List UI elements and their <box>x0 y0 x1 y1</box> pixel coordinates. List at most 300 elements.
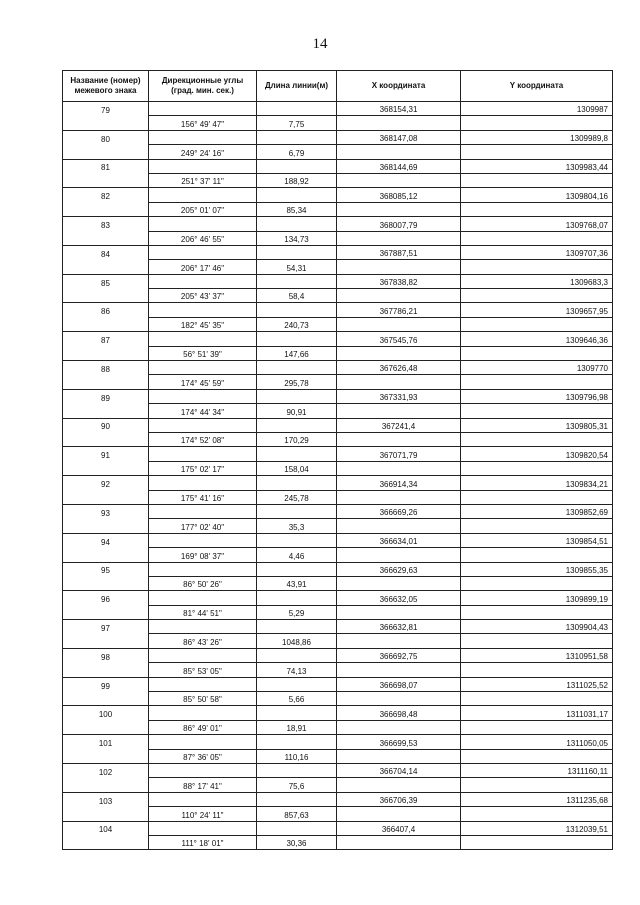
empty-cell <box>149 418 257 432</box>
x-coordinate: 368144,69 <box>337 159 461 173</box>
empty-cell <box>461 317 613 331</box>
empty-cell <box>337 548 461 562</box>
empty-cell <box>337 317 461 331</box>
line-length: 58,4 <box>257 289 337 303</box>
directional-angle: 182° 45' 35" <box>149 317 257 331</box>
y-coordinate: 1309899,19 <box>461 591 613 605</box>
line-length: 54,31 <box>257 260 337 274</box>
x-coordinate: 368154,31 <box>337 102 461 116</box>
empty-cell <box>149 735 257 749</box>
table-row-segment <box>63 260 613 274</box>
empty-cell <box>337 461 461 475</box>
directional-angle: 174° 52' 08" <box>149 432 257 446</box>
line-length: 240,73 <box>257 317 337 331</box>
table-row-point <box>63 735 613 749</box>
table-row-segment <box>63 231 613 245</box>
empty-cell <box>63 807 149 821</box>
empty-cell <box>63 317 149 331</box>
directional-angle: 81° 44' 51" <box>149 605 257 619</box>
empty-cell <box>63 202 149 216</box>
empty-cell <box>149 130 257 144</box>
line-length: 857,63 <box>257 807 337 821</box>
header-line-length: Длина линии(м) <box>257 71 337 102</box>
table-row-point <box>63 821 613 835</box>
table-row-segment <box>63 404 613 418</box>
x-coordinate: 366698,07 <box>337 677 461 691</box>
empty-cell <box>63 404 149 418</box>
empty-cell <box>63 260 149 274</box>
table-row-segment <box>63 116 613 130</box>
table-row-point <box>63 418 613 432</box>
line-length: 170,29 <box>257 432 337 446</box>
empty-cell <box>257 130 337 144</box>
y-coordinate: 1309683,3 <box>461 274 613 288</box>
table-row-point <box>63 763 613 777</box>
x-coordinate: 366407,4 <box>337 821 461 835</box>
empty-cell <box>149 677 257 691</box>
table-row-segment <box>63 548 613 562</box>
directional-angle: 169° 08' 37" <box>149 548 257 562</box>
boundary-coordinates-table <box>62 70 613 850</box>
table-row-segment <box>63 663 613 677</box>
empty-cell <box>257 792 337 806</box>
point-number: 93 <box>63 504 149 518</box>
empty-cell <box>257 274 337 288</box>
empty-cell <box>149 562 257 576</box>
table-row-point <box>63 130 613 144</box>
empty-cell <box>149 389 257 403</box>
empty-cell <box>337 231 461 245</box>
point-number: 84 <box>63 245 149 259</box>
empty-cell <box>257 476 337 490</box>
empty-cell <box>63 778 149 792</box>
point-number: 92 <box>63 476 149 490</box>
page-number: 14 <box>312 36 328 52</box>
point-number: 86 <box>63 303 149 317</box>
empty-cell <box>461 461 613 475</box>
x-coordinate: 367838,82 <box>337 274 461 288</box>
empty-cell <box>257 763 337 777</box>
line-length: 18,91 <box>257 720 337 734</box>
line-length: 295,78 <box>257 375 337 389</box>
empty-cell <box>149 706 257 720</box>
empty-cell <box>461 173 613 187</box>
table-row-segment <box>63 173 613 187</box>
y-coordinate: 1309796,98 <box>461 389 613 403</box>
empty-cell <box>257 332 337 346</box>
y-coordinate: 1311025,52 <box>461 677 613 691</box>
x-coordinate: 366704,14 <box>337 763 461 777</box>
y-coordinate: 1309983,44 <box>461 159 613 173</box>
empty-cell <box>337 145 461 159</box>
empty-cell <box>149 591 257 605</box>
line-length: 30,36 <box>257 835 337 849</box>
table-row-segment <box>63 289 613 303</box>
y-coordinate: 1312039,51 <box>461 821 613 835</box>
empty-cell <box>337 519 461 533</box>
point-number: 85 <box>63 274 149 288</box>
line-length: 90,91 <box>257 404 337 418</box>
empty-cell <box>461 835 613 849</box>
y-coordinate: 1309707,36 <box>461 245 613 259</box>
x-coordinate: 367786,21 <box>337 303 461 317</box>
empty-cell <box>337 490 461 504</box>
empty-cell <box>149 188 257 202</box>
empty-cell <box>337 634 461 648</box>
empty-cell <box>149 620 257 634</box>
table-row-point <box>63 476 613 490</box>
empty-cell <box>461 576 613 590</box>
directional-angle: 87° 36' 05" <box>149 749 257 763</box>
line-length: 43,91 <box>257 576 337 590</box>
x-coordinate: 367071,79 <box>337 447 461 461</box>
y-coordinate: 1309854,51 <box>461 533 613 547</box>
point-number: 94 <box>63 533 149 547</box>
line-length: 6,79 <box>257 145 337 159</box>
empty-cell <box>149 447 257 461</box>
table-row-point <box>63 274 613 288</box>
empty-cell <box>63 289 149 303</box>
point-number: 100 <box>63 706 149 720</box>
x-coordinate: 368147,08 <box>337 130 461 144</box>
table-row-segment <box>63 317 613 331</box>
directional-angle: 85° 53' 05" <box>149 663 257 677</box>
y-coordinate: 1311031,17 <box>461 706 613 720</box>
table-row-point <box>63 188 613 202</box>
point-number: 98 <box>63 648 149 662</box>
empty-cell <box>257 361 337 375</box>
y-coordinate: 1309804,16 <box>461 188 613 202</box>
empty-cell <box>257 677 337 691</box>
empty-cell <box>337 202 461 216</box>
y-coordinate: 1310951,58 <box>461 648 613 662</box>
empty-cell <box>149 217 257 231</box>
y-coordinate: 1309834,21 <box>461 476 613 490</box>
directional-angle: 174° 45' 59" <box>149 375 257 389</box>
table-row-point <box>63 677 613 691</box>
empty-cell <box>257 389 337 403</box>
empty-cell <box>461 202 613 216</box>
x-coordinate: 366692,75 <box>337 648 461 662</box>
x-coordinate: 366914,34 <box>337 476 461 490</box>
point-number: 87 <box>63 332 149 346</box>
empty-cell <box>461 548 613 562</box>
directional-angle: 86° 43' 26" <box>149 634 257 648</box>
line-length: 245,78 <box>257 490 337 504</box>
empty-cell <box>149 476 257 490</box>
point-number: 104 <box>63 821 149 835</box>
directional-angle: 110° 24' 11" <box>149 807 257 821</box>
y-coordinate: 1311160,11 <box>461 763 613 777</box>
line-length: 5,66 <box>257 692 337 706</box>
empty-cell <box>461 807 613 821</box>
empty-cell <box>257 620 337 634</box>
header-x-coordinate: X координата <box>337 71 461 102</box>
empty-cell <box>63 663 149 677</box>
directional-angle: 249° 24' 16" <box>149 145 257 159</box>
empty-cell <box>149 245 257 259</box>
empty-cell <box>461 720 613 734</box>
empty-cell <box>337 116 461 130</box>
empty-cell <box>461 346 613 360</box>
directional-angle: 86° 49' 01" <box>149 720 257 734</box>
point-number: 102 <box>63 763 149 777</box>
empty-cell <box>337 778 461 792</box>
empty-cell <box>63 749 149 763</box>
table-row-point <box>63 389 613 403</box>
table-row-point <box>63 303 613 317</box>
table-row-point <box>63 504 613 518</box>
line-length: 1048,86 <box>257 634 337 648</box>
empty-cell <box>461 116 613 130</box>
table-row-point <box>63 102 613 116</box>
table-row-segment <box>63 519 613 533</box>
line-length: 35,3 <box>257 519 337 533</box>
empty-cell <box>461 778 613 792</box>
empty-cell <box>63 375 149 389</box>
empty-cell <box>337 432 461 446</box>
table-row-segment <box>63 634 613 648</box>
x-coordinate: 367887,51 <box>337 245 461 259</box>
empty-cell <box>337 289 461 303</box>
empty-cell <box>337 404 461 418</box>
x-coordinate: 367626,48 <box>337 361 461 375</box>
empty-cell <box>149 763 257 777</box>
empty-cell <box>461 260 613 274</box>
empty-cell <box>461 404 613 418</box>
empty-cell <box>149 303 257 317</box>
empty-cell <box>63 634 149 648</box>
directional-angle: 175° 41' 16" <box>149 490 257 504</box>
table-row-segment <box>63 346 613 360</box>
empty-cell <box>461 692 613 706</box>
empty-cell <box>63 576 149 590</box>
line-length: 4,46 <box>257 548 337 562</box>
empty-cell <box>149 332 257 346</box>
table-row-point <box>63 591 613 605</box>
empty-cell <box>337 576 461 590</box>
point-number: 82 <box>63 188 149 202</box>
empty-cell <box>63 720 149 734</box>
x-coordinate: 366634,01 <box>337 533 461 547</box>
empty-cell <box>257 303 337 317</box>
point-number: 103 <box>63 792 149 806</box>
point-number: 91 <box>63 447 149 461</box>
point-number: 83 <box>63 217 149 231</box>
directional-angle: 56° 51' 39" <box>149 346 257 360</box>
empty-cell <box>461 145 613 159</box>
y-coordinate: 1309646,36 <box>461 332 613 346</box>
table-row-segment <box>63 490 613 504</box>
table-row-point <box>63 620 613 634</box>
directional-angle: 177° 02' 40" <box>149 519 257 533</box>
y-coordinate: 1309855,35 <box>461 562 613 576</box>
directional-angle: 156° 49' 47" <box>149 116 257 130</box>
empty-cell <box>63 692 149 706</box>
empty-cell <box>63 490 149 504</box>
directional-angle: 111° 18' 01" <box>149 835 257 849</box>
table-row-point <box>63 648 613 662</box>
x-coordinate: 366629,63 <box>337 562 461 576</box>
table-row-segment <box>63 807 613 821</box>
point-number: 79 <box>63 102 149 116</box>
directional-angle: 206° 17' 46" <box>149 260 257 274</box>
empty-cell <box>149 274 257 288</box>
y-coordinate: 1309657,95 <box>461 303 613 317</box>
directional-angle: 85° 50' 58" <box>149 692 257 706</box>
table-row-point <box>63 533 613 547</box>
y-coordinate: 1309987 <box>461 102 613 116</box>
empty-cell <box>337 692 461 706</box>
x-coordinate: 366669,26 <box>337 504 461 518</box>
line-length: 5,29 <box>257 605 337 619</box>
table-row-segment <box>63 835 613 849</box>
empty-cell <box>461 490 613 504</box>
empty-cell <box>337 807 461 821</box>
directional-angle: 174° 44' 34" <box>149 404 257 418</box>
directional-angle: 205° 43' 37" <box>149 289 257 303</box>
empty-cell <box>149 648 257 662</box>
empty-cell <box>257 533 337 547</box>
line-length: 75,6 <box>257 778 337 792</box>
table-row-segment <box>63 432 613 446</box>
empty-cell <box>337 375 461 389</box>
directional-angle: 206° 46' 55" <box>149 231 257 245</box>
y-coordinate: 1311235,68 <box>461 792 613 806</box>
point-number: 81 <box>63 159 149 173</box>
table-row-point <box>63 245 613 259</box>
empty-cell <box>337 720 461 734</box>
empty-cell <box>461 231 613 245</box>
empty-cell <box>337 663 461 677</box>
table-row-segment <box>63 202 613 216</box>
point-number: 80 <box>63 130 149 144</box>
point-number: 96 <box>63 591 149 605</box>
empty-cell <box>63 231 149 245</box>
x-coordinate: 366698,48 <box>337 706 461 720</box>
empty-cell <box>63 116 149 130</box>
empty-cell <box>149 533 257 547</box>
y-coordinate: 1309904,43 <box>461 620 613 634</box>
y-coordinate: 1309770 <box>461 361 613 375</box>
empty-cell <box>257 562 337 576</box>
point-number: 101 <box>63 735 149 749</box>
empty-cell <box>63 346 149 360</box>
y-coordinate: 1309989,8 <box>461 130 613 144</box>
x-coordinate: 366699,53 <box>337 735 461 749</box>
directional-angle: 88° 17' 41" <box>149 778 257 792</box>
y-coordinate: 1309852,69 <box>461 504 613 518</box>
empty-cell <box>257 188 337 202</box>
point-number: 97 <box>63 620 149 634</box>
table-row-point <box>63 361 613 375</box>
empty-cell <box>337 835 461 849</box>
empty-cell <box>337 605 461 619</box>
empty-cell <box>257 591 337 605</box>
empty-cell <box>63 835 149 849</box>
table-row-point <box>63 706 613 720</box>
y-coordinate: 1309805,31 <box>461 418 613 432</box>
empty-cell <box>149 821 257 835</box>
directional-angle: 86° 50' 26" <box>149 576 257 590</box>
line-length: 134,73 <box>257 231 337 245</box>
point-number: 88 <box>63 361 149 375</box>
point-number: 90 <box>63 418 149 432</box>
empty-cell <box>461 663 613 677</box>
empty-cell <box>461 289 613 303</box>
empty-cell <box>337 346 461 360</box>
empty-cell <box>461 634 613 648</box>
directional-angle: 205° 01' 07" <box>149 202 257 216</box>
empty-cell <box>149 361 257 375</box>
empty-cell <box>257 735 337 749</box>
empty-cell <box>63 519 149 533</box>
x-coordinate: 366632,81 <box>337 620 461 634</box>
empty-cell <box>63 605 149 619</box>
x-coordinate: 367545,76 <box>337 332 461 346</box>
line-length: 85,34 <box>257 202 337 216</box>
y-coordinate: 1311050,05 <box>461 735 613 749</box>
empty-cell <box>257 418 337 432</box>
header-directional-angles: Дирекционные углы (град. мин. сек.) <box>149 71 257 102</box>
empty-cell <box>63 173 149 187</box>
empty-cell <box>337 749 461 763</box>
empty-cell <box>257 217 337 231</box>
table-row-segment <box>63 461 613 475</box>
empty-cell <box>461 519 613 533</box>
empty-cell <box>149 792 257 806</box>
y-coordinate: 1309820,54 <box>461 447 613 461</box>
line-length: 158,04 <box>257 461 337 475</box>
empty-cell <box>461 375 613 389</box>
table-header <box>63 71 613 102</box>
table-row-point <box>63 447 613 461</box>
line-length: 110,16 <box>257 749 337 763</box>
empty-cell <box>257 648 337 662</box>
x-coordinate: 367331,93 <box>337 389 461 403</box>
empty-cell <box>337 260 461 274</box>
empty-cell <box>257 159 337 173</box>
header-y-coordinate: Y координата <box>461 71 613 102</box>
empty-cell <box>63 432 149 446</box>
empty-cell <box>461 749 613 763</box>
empty-cell <box>149 504 257 518</box>
directional-angle: 251° 37' 11" <box>149 173 257 187</box>
x-coordinate: 368007,79 <box>337 217 461 231</box>
line-length: 147,66 <box>257 346 337 360</box>
table-row-segment <box>63 375 613 389</box>
x-coordinate: 366632,05 <box>337 591 461 605</box>
point-number: 99 <box>63 677 149 691</box>
table-row-point <box>63 792 613 806</box>
table-row-segment <box>63 576 613 590</box>
empty-cell <box>461 605 613 619</box>
line-length: 74,13 <box>257 663 337 677</box>
line-length: 188,92 <box>257 173 337 187</box>
directional-angle: 175° 02' 17" <box>149 461 257 475</box>
point-number: 89 <box>63 389 149 403</box>
point-number: 95 <box>63 562 149 576</box>
header-point-name: Название (номер) межевого знака <box>63 71 149 102</box>
empty-cell <box>461 432 613 446</box>
table-row-point <box>63 159 613 173</box>
empty-cell <box>257 706 337 720</box>
empty-cell <box>149 102 257 116</box>
table-row-segment <box>63 145 613 159</box>
empty-cell <box>257 504 337 518</box>
table-row-point <box>63 332 613 346</box>
empty-cell <box>337 173 461 187</box>
